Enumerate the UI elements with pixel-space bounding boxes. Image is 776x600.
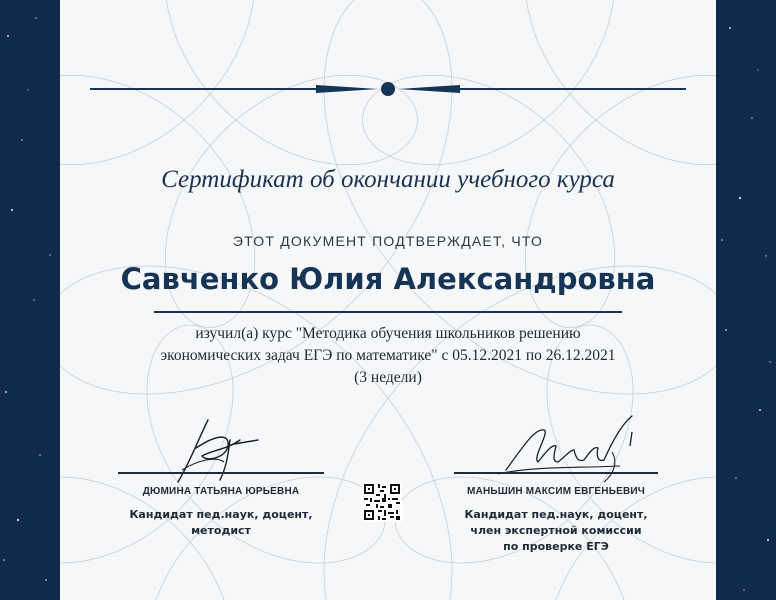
signature-line-left [118, 472, 324, 474]
name-underline [154, 311, 622, 313]
signer-role-line: методист [191, 524, 251, 537]
signer-role-line: Кандидат пед.наук, доцент, [464, 508, 648, 521]
certificate-title: Сертификат об окончании учебного курса [161, 166, 615, 193]
signer-role-line: Кандидат пед.наук, доцент, [129, 508, 313, 521]
signer-right-role [444, 507, 668, 555]
signature-left [168, 410, 260, 490]
affirmation-text: ЭТОТ ДОКУМЕНТ ПОДТВЕРЖДАЕТ, ЧТО [232, 233, 544, 249]
course-line: экономических задач ЕГЭ по математике" с 05.12.2021 по 26.12.2021 [160, 347, 616, 364]
signer-left-role [108, 507, 334, 539]
recipient-name: Савченко Юлия Александровна [120, 262, 656, 296]
signer-role-line: по проверке ЕГЭ [503, 540, 609, 553]
signature-line-right [454, 472, 658, 474]
ornamental-divider-icon [90, 78, 686, 100]
signer-left-name: ДЮМИНА ТАТЬЯНА ЮРЬЕВНА [142, 486, 300, 497]
signer-role-line: член экспертной комиссии [470, 524, 642, 537]
course-line: (3 недели) [354, 369, 422, 386]
qr-code-icon [362, 482, 402, 522]
signer-right-name: МАНЬШИН МАКСИМ ЕВГЕНЬЕВИЧ [467, 486, 645, 497]
certificate-sheet [60, 0, 716, 600]
course-line: изучил(а) курс "Методика обучения школьников решению [195, 325, 581, 342]
course-description [120, 323, 656, 389]
